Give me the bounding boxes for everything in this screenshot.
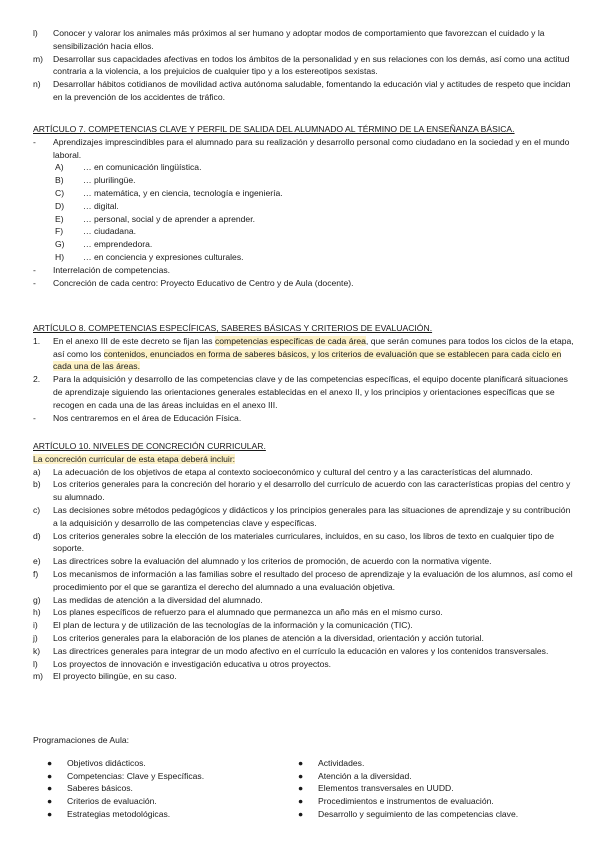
- bullet: ●: [47, 783, 53, 794]
- list-item: [0, 645, 600, 658]
- article-10-heading: ARTÍCULO 10. NIVELES DE CONCRECIÓN CURRICULAR.: [33, 441, 266, 451]
- list-item: [0, 53, 600, 79]
- list-item: [284, 782, 518, 795]
- item-text: Los mecanismos de información a las familias sobre el resultado del proceso de aprendizaje y la evaluación de los alumnos, así como el procedimiento por el que se garantiza el derecho del alumnado a una evaluación objetiva.: [53, 568, 573, 592]
- list-item: [0, 277, 600, 290]
- item-text: Aprendizajes imprescindibles para el alumnado para su realización y desarrollo personal como ciudadano en la sociedad y en el mundo laboral.: [53, 136, 570, 160]
- item-marker: n): [33, 79, 41, 90]
- item-text: Competencias: Clave y Específicas.: [67, 770, 205, 781]
- article-10: [0, 440, 600, 683]
- item-marker: 1.: [33, 335, 41, 346]
- item-text-part: , que serán comunes para todos los ciclos de la etapa, así como los: [53, 335, 574, 359]
- competence-marker: F): [55, 226, 64, 237]
- programming-columns: [0, 757, 600, 827]
- list-item: [0, 670, 600, 683]
- article-7: [0, 123, 600, 289]
- list-item: [33, 770, 204, 783]
- item-marker: 2.: [33, 374, 41, 385]
- classroom-programming: [0, 734, 600, 827]
- item-text: Concreción de cada centro: Proyecto Educativo de Centro y de Aula (docente).: [53, 277, 354, 288]
- item-marker: j): [33, 632, 38, 643]
- item-marker: a): [33, 466, 41, 477]
- programming-title: Programaciones de Aula:: [33, 735, 130, 745]
- competence-item: [0, 213, 600, 226]
- competence-text: … personal, social y de aprender a aprender.: [83, 213, 255, 224]
- list-item: [33, 757, 204, 770]
- item-text: Las directrices generales para integrar de un modo afectivo en el currículo la educación en valores y los contenidos transversales.: [53, 645, 549, 656]
- item-marker: e): [33, 556, 41, 567]
- programming-left-column: [33, 757, 204, 821]
- competence-text: … en comunicación lingüística.: [83, 162, 202, 173]
- item-marker: -: [33, 277, 36, 288]
- item-text: Los planes específicos de refuerzo para el alumnado que permanezca un año más en el mismo curso.: [53, 607, 443, 618]
- item-text: La adecuación de los objetivos de etapa al contexto socioeconómico y cultural del centro y a las características del alumnado.: [53, 466, 533, 477]
- list-item: [0, 136, 600, 162]
- item-text: Desarrollar sus capacidades afectivas en todos los ámbitos de la personalidad y en sus relaciones con los demás, así como una actitud contraria a la violencia, a los prejuicios de cualquier tipo y a los estereotipos sexistas.: [53, 53, 570, 77]
- item-marker: b): [33, 479, 41, 490]
- item-text: Las decisiones sobre métodos pedagógicos y didácticos y los principios generales para las situaciones de aprendizaje y su contribución a la adquisición y desarrollo de las competencias clave y específicas.: [53, 504, 571, 528]
- item-text: Los proyectos de innovación e investigación educativa u otros proyectos.: [53, 658, 332, 669]
- item-text: Saberes básicos.: [67, 783, 133, 794]
- lead-text: La concreción curricular de esta etapa deberá incluir:: [33, 453, 236, 464]
- competence-text: … ciudadana.: [83, 226, 137, 237]
- item-text: Desarrollo y seguimiento de las competencias clave.: [318, 808, 519, 819]
- competence-text: … emprendedora.: [83, 239, 153, 250]
- list-item: [0, 594, 600, 607]
- list-item: [0, 568, 600, 594]
- competence-item: [0, 187, 600, 200]
- item-text: Los criterios generales para la elaboración de los planes de atención a la diversidad, orientación y acción tutorial.: [53, 632, 484, 643]
- list-item: [33, 782, 204, 795]
- list-item: [0, 264, 600, 277]
- competence-marker: G): [55, 239, 65, 250]
- item-marker: k): [33, 645, 41, 656]
- list-item: [0, 658, 600, 671]
- competence-item: [0, 174, 600, 187]
- bullet: ●: [298, 808, 304, 819]
- item-marker: -: [33, 412, 36, 423]
- item-marker: f): [33, 568, 39, 579]
- bullet: ●: [47, 770, 53, 781]
- list-item: [284, 770, 518, 783]
- list-item: [0, 632, 600, 645]
- article-8: [0, 322, 600, 424]
- item-marker: c): [33, 504, 41, 515]
- competence-marker: H): [55, 251, 65, 262]
- bullet: ●: [47, 757, 53, 768]
- competence-marker: B): [55, 175, 64, 186]
- bullet: ●: [47, 796, 53, 807]
- list-item: [0, 619, 600, 632]
- item-text: Interrelación de competencias.: [53, 264, 171, 275]
- list-item: [0, 555, 600, 568]
- competence-text: … en conciencia y expresiones culturales.: [83, 251, 244, 262]
- competence-marker: D): [55, 200, 65, 211]
- item-marker: l): [33, 28, 38, 38]
- item-text: Desarrollar hábitos cotidianos de movilidad activa autónoma saludable, fomentando la educación vial y actitudes de respeto que incidan en la prevención de los accidentes de tráfico.: [53, 79, 571, 102]
- item-text: Los criterios generales sobre la elección de los materiales curriculares, incluidos, en su caso, los libros de texto en cualquier tipo de soporte.: [53, 530, 555, 554]
- item-marker: l): [33, 658, 38, 669]
- item-marker: i): [33, 620, 38, 631]
- item-text: Las medidas de atención a la diversidad del alumnado.: [53, 594, 263, 605]
- item-text: El proyecto bilingüe, en su caso.: [53, 671, 177, 682]
- list-item: [0, 606, 600, 619]
- bullet: ●: [298, 770, 304, 781]
- list-item: [284, 757, 518, 770]
- list-item: [0, 530, 600, 556]
- list-item: [0, 373, 600, 411]
- list-item: [284, 795, 518, 808]
- list-item: [284, 808, 518, 821]
- item-text: Conocer y valorar los animales más próximos al ser humano y adoptar modos de comportamiento que favorezcan el cuidado y la sensibilización hacia ellos.: [53, 28, 545, 51]
- list-item: [0, 78, 600, 104]
- competence-item: [0, 251, 600, 264]
- list-item: [0, 504, 600, 530]
- competence-text: … digital.: [83, 200, 119, 211]
- item-marker: h): [33, 607, 41, 618]
- programming-right-column: [284, 757, 518, 821]
- list-item: [33, 795, 204, 808]
- item-marker: -: [33, 264, 36, 275]
- item-text: Nos centraremos en el área de Educación Física.: [53, 412, 242, 423]
- bullet: ●: [47, 808, 53, 819]
- list-item: [33, 808, 204, 821]
- list-item: [0, 412, 600, 425]
- highlighted-text: contenidos, enunciados en forma de saberes básicos, y los criterios de evaluación que se establecen para cada ciclo en cada una de las áreas.: [53, 348, 562, 372]
- competence-marker: C): [55, 187, 65, 198]
- objectives-list: [0, 27, 600, 104]
- item-text: Actividades.: [318, 757, 365, 768]
- competence-item: [0, 200, 600, 213]
- item-marker: g): [33, 594, 41, 605]
- item-text: Objetivos didácticos.: [67, 757, 146, 768]
- bullet: ●: [298, 783, 304, 794]
- item-text: Criterios de evaluación.: [67, 796, 157, 807]
- article-7-heading: ARTÍCULO 7. COMPETENCIAS CLAVE Y PERFIL DE SALIDA DEL ALUMNADO AL TÉRMINO DE LA ENSEÑANZA BÁSICA.: [33, 124, 515, 134]
- competence-item: [0, 225, 600, 238]
- competence-item: [0, 238, 600, 251]
- item-text: Para la adquisición y desarrollo de las competencias clave y de las competencias específicas, el equipo docente planificará situaciones de aprendizaje siguiendo las orientaciones generales establecidas en el anexo II, y los principios y orientaciones específicas que se recogen en cada una de las áreas incluidas en el anexo III.: [53, 374, 568, 410]
- list-item: [0, 27, 600, 53]
- highlighted-text: competencias específicas de cada área: [214, 335, 366, 346]
- bullet: ●: [298, 796, 304, 807]
- item-marker: d): [33, 530, 41, 541]
- item-text-part: En el anexo III de este decreto se fijan las: [53, 335, 215, 346]
- item-text: Procedimientos e instrumentos de evaluación.: [318, 796, 494, 807]
- lead-text-wrap: [33, 453, 600, 466]
- item-marker: -: [33, 136, 36, 147]
- item-text: Elementos transversales en UUDD.: [318, 783, 454, 794]
- list-item: [0, 478, 600, 504]
- list-item: [0, 335, 600, 373]
- list-item: [0, 466, 600, 479]
- item-text: Las directrices sobre la evaluación del alumnado y los criterios de promoción, de acuerdo con la normativa vigente.: [53, 556, 492, 567]
- item-marker: m): [33, 53, 44, 64]
- item-text: Atención a la diversidad.: [318, 770, 412, 781]
- competence-text: … matemática, y en ciencia, tecnología e ingeniería.: [83, 187, 283, 198]
- competence-text: … plurilingüe.: [83, 175, 136, 186]
- competence-item: [0, 161, 600, 174]
- item-text: Los criterios generales para la concreción del horario y el desarrollo del currículo de acuerdo con las características propias del centro y su alumnado.: [53, 479, 571, 503]
- competence-marker: A): [55, 162, 64, 173]
- item-marker: m): [33, 671, 44, 682]
- item-text: Estrategias metodológicas.: [67, 808, 171, 819]
- item-text: El plan de lectura y de utilización de las tecnologías de la información y la comunicación (TIC).: [53, 620, 413, 631]
- bullet: ●: [298, 757, 304, 768]
- article-8-heading: ARTÍCULO 8. COMPETENCIAS ESPECÍFICAS, SABERES BÁSICAS Y CRITERIOS DE EVALUACIÓN.: [33, 323, 433, 333]
- competence-marker: E): [55, 213, 64, 224]
